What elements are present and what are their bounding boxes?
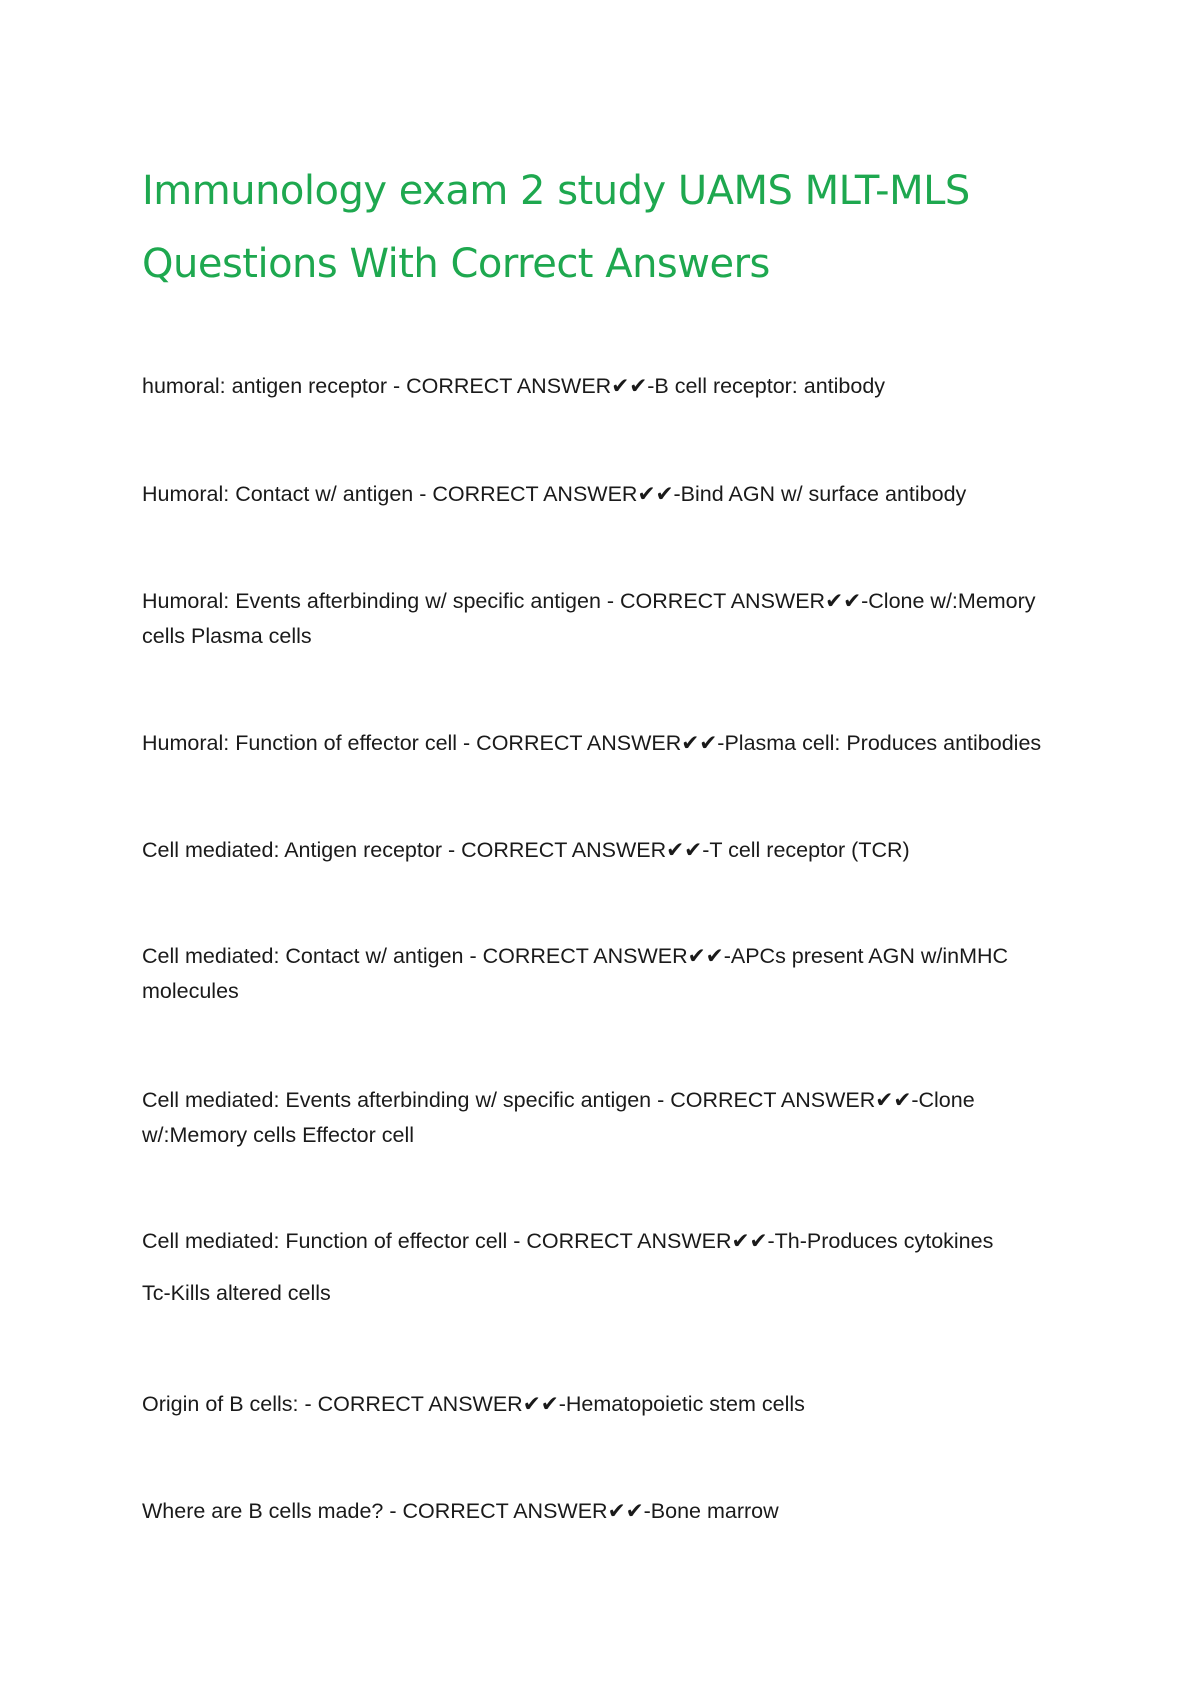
answer-text: Clone w/:Memory cells Plasma cells: [142, 589, 1036, 648]
qa-item-3: [142, 584, 1052, 654]
question-text: Cell mediated: Antigen receptor: [142, 838, 442, 862]
question-text: Cell mediated: Contact w/ antigen: [142, 944, 464, 968]
qa-item-10: [142, 1494, 1052, 1529]
question-text: Humoral: Function of effector cell: [142, 731, 458, 755]
qa-item-4: [142, 726, 1052, 761]
answer-text: T cell receptor (TCR): [709, 838, 910, 862]
qa-item-1: [142, 369, 1052, 404]
question-text: Origin of B cells:: [142, 1392, 299, 1416]
answer-text: Hematopoietic stem cells: [565, 1392, 805, 1416]
correct-answer-marker: - CORRECT ANSWER✔✔-: [298, 1392, 566, 1416]
answer-text: APCs present AGN w/inMHC molecules: [142, 944, 1009, 1003]
title-line-2: Questions With Correct Answers: [142, 241, 770, 287]
question-text: Humoral: Contact w/ antigen: [142, 482, 414, 506]
question-text: Where are B cells made?: [142, 1499, 384, 1523]
question-text: Cell mediated: Function of effector cell: [142, 1229, 508, 1253]
correct-answer-marker: - CORRECT ANSWER✔✔-: [457, 731, 725, 755]
correct-answer-marker: - CORRECT ANSWER✔✔-: [387, 374, 655, 398]
answer-text-continued: Tc-Kills altered cells: [142, 1281, 331, 1305]
correct-answer-marker: - CORRECT ANSWER✔✔-: [507, 1229, 775, 1253]
qa-item-9: [142, 1387, 1052, 1422]
question-text: Cell mediated: Events afterbinding w/ specific antigen: [142, 1088, 652, 1112]
correct-answer-marker: - CORRECT ANSWER✔✔-: [600, 589, 869, 613]
document-title: [142, 155, 1042, 301]
title-line-1: Immunology exam 2 study UAMS MLT-MLS: [142, 168, 970, 214]
qa-item-5: [142, 833, 1052, 868]
answer-text: Plasma cell: Produces antibodies: [724, 731, 1042, 755]
question-text: Humoral: Events afterbinding w/ specific antigen: [142, 589, 601, 613]
qa-item-2: [142, 477, 1052, 512]
answer-text: Bone marrow: [650, 1499, 779, 1523]
correct-answer-marker: - CORRECT ANSWER✔✔-: [441, 838, 710, 862]
answer-text: B cell receptor: antibody: [654, 374, 886, 398]
qa-item-7: [142, 1083, 1052, 1153]
question-text: humoral: antigen receptor: [142, 374, 388, 398]
answer-text: Th-Produces cytokines: [774, 1229, 994, 1253]
correct-answer-marker: - CORRECT ANSWER✔✔-: [463, 944, 731, 968]
qa-item-6: [142, 939, 1052, 1009]
correct-answer-marker: - CORRECT ANSWER✔✔-: [383, 1499, 651, 1523]
correct-answer-marker: - CORRECT ANSWER✔✔-: [413, 482, 681, 506]
answer-text: Bind AGN w/ surface antibody: [680, 482, 967, 506]
correct-answer-marker: - CORRECT ANSWER✔✔-: [651, 1088, 919, 1112]
answer-text: Clone w/:Memory cells Effector cell: [142, 1088, 975, 1147]
qa-item-8: [142, 1224, 1052, 1311]
